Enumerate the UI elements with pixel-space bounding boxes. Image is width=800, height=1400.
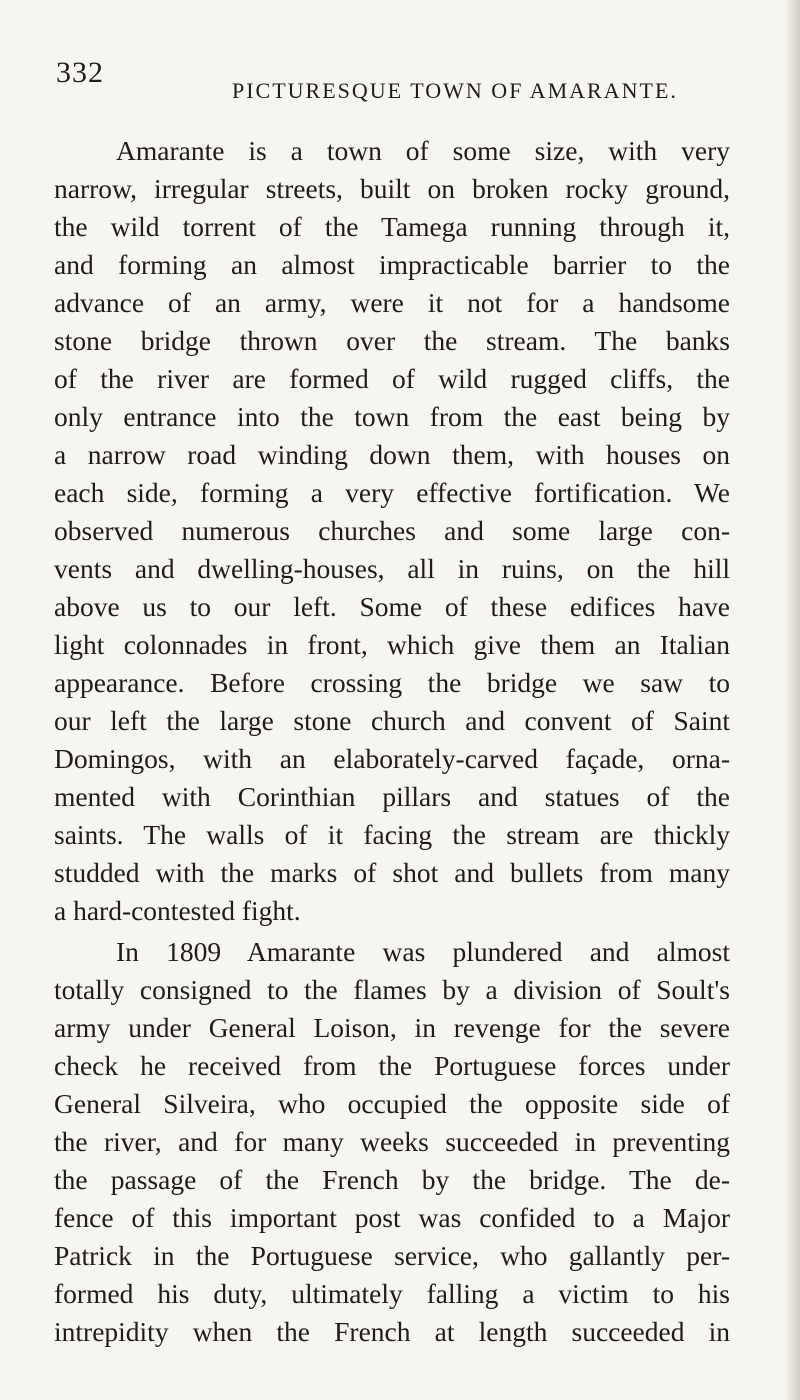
page-number: 332 <box>56 56 104 89</box>
text-line: light colonnades in front, which give them an Italian <box>54 629 730 660</box>
text-line: saints. The walls of it facing the stream are thickly <box>54 819 730 850</box>
text-line: vents and dwelling-houses, all in ruins, on the hill <box>54 553 730 584</box>
text-line: totally consigned to the flames by a division of Soult's <box>54 974 730 1005</box>
text-line: a narrow road winding down them, with houses on <box>54 439 730 470</box>
text-line: fence of this important post was confided to a Major <box>54 1202 730 1233</box>
text-line: observed numerous churches and some large con- <box>54 515 730 546</box>
text-line: the river, and for many weeks succeeded in preventing <box>54 1126 730 1157</box>
text-line: and forming an almost impracticable barrier to the <box>54 249 730 280</box>
text-line: check he received from the Portuguese forces under <box>54 1050 730 1081</box>
text-line: above us to our left. Some of these edifices have <box>54 591 730 622</box>
text-line: mented with Corinthian pillars and statues of the <box>54 781 730 812</box>
text-line: army under General Loison, in revenge for the severe <box>54 1012 730 1043</box>
text-line: only entrance into the town from the east being by <box>54 401 730 432</box>
page-edge-shadow <box>784 0 800 1400</box>
text-line: each side, forming a very effective fortification. We <box>54 477 730 508</box>
text-line: of the river are formed of wild rugged cliffs, the <box>54 363 730 394</box>
text-line: advance of an army, were it not for a handsome <box>54 287 730 318</box>
text-line: stone bridge thrown over the stream. The banks <box>54 325 730 356</box>
text-line: narrow, irregular streets, built on broken rocky ground, <box>54 173 730 204</box>
text-line: studded with the marks of shot and bullets from many <box>54 857 730 888</box>
text-line: formed his duty, ultimately falling a victim to his <box>54 1278 730 1309</box>
text-line: intrepidity when the French at length succeeded in <box>54 1316 730 1347</box>
text-line: Domingos, with an elaborately-carved façade, orna- <box>54 743 730 774</box>
text-line: General Silveira, who occupied the opposite side of <box>54 1088 730 1119</box>
text-line: a hard-contested fight. <box>54 895 301 926</box>
running-title: PICTURESQUE TOWN OF AMARANTE. <box>232 78 678 103</box>
text-line: Patrick in the Portuguese service, who gallantly per- <box>54 1240 730 1271</box>
text-line: the wild torrent of the Tamega running through it, <box>54 211 730 242</box>
text-line: the passage of the French by the bridge. The de- <box>54 1164 730 1195</box>
text-line: In 1809 Amarante was plundered and almost <box>116 936 730 967</box>
text-line: Amarante is a town of some size, with very <box>116 135 730 166</box>
text-line: our left the large stone church and convent of Saint <box>54 705 730 736</box>
text-line: appearance. Before crossing the bridge we saw to <box>54 667 730 698</box>
